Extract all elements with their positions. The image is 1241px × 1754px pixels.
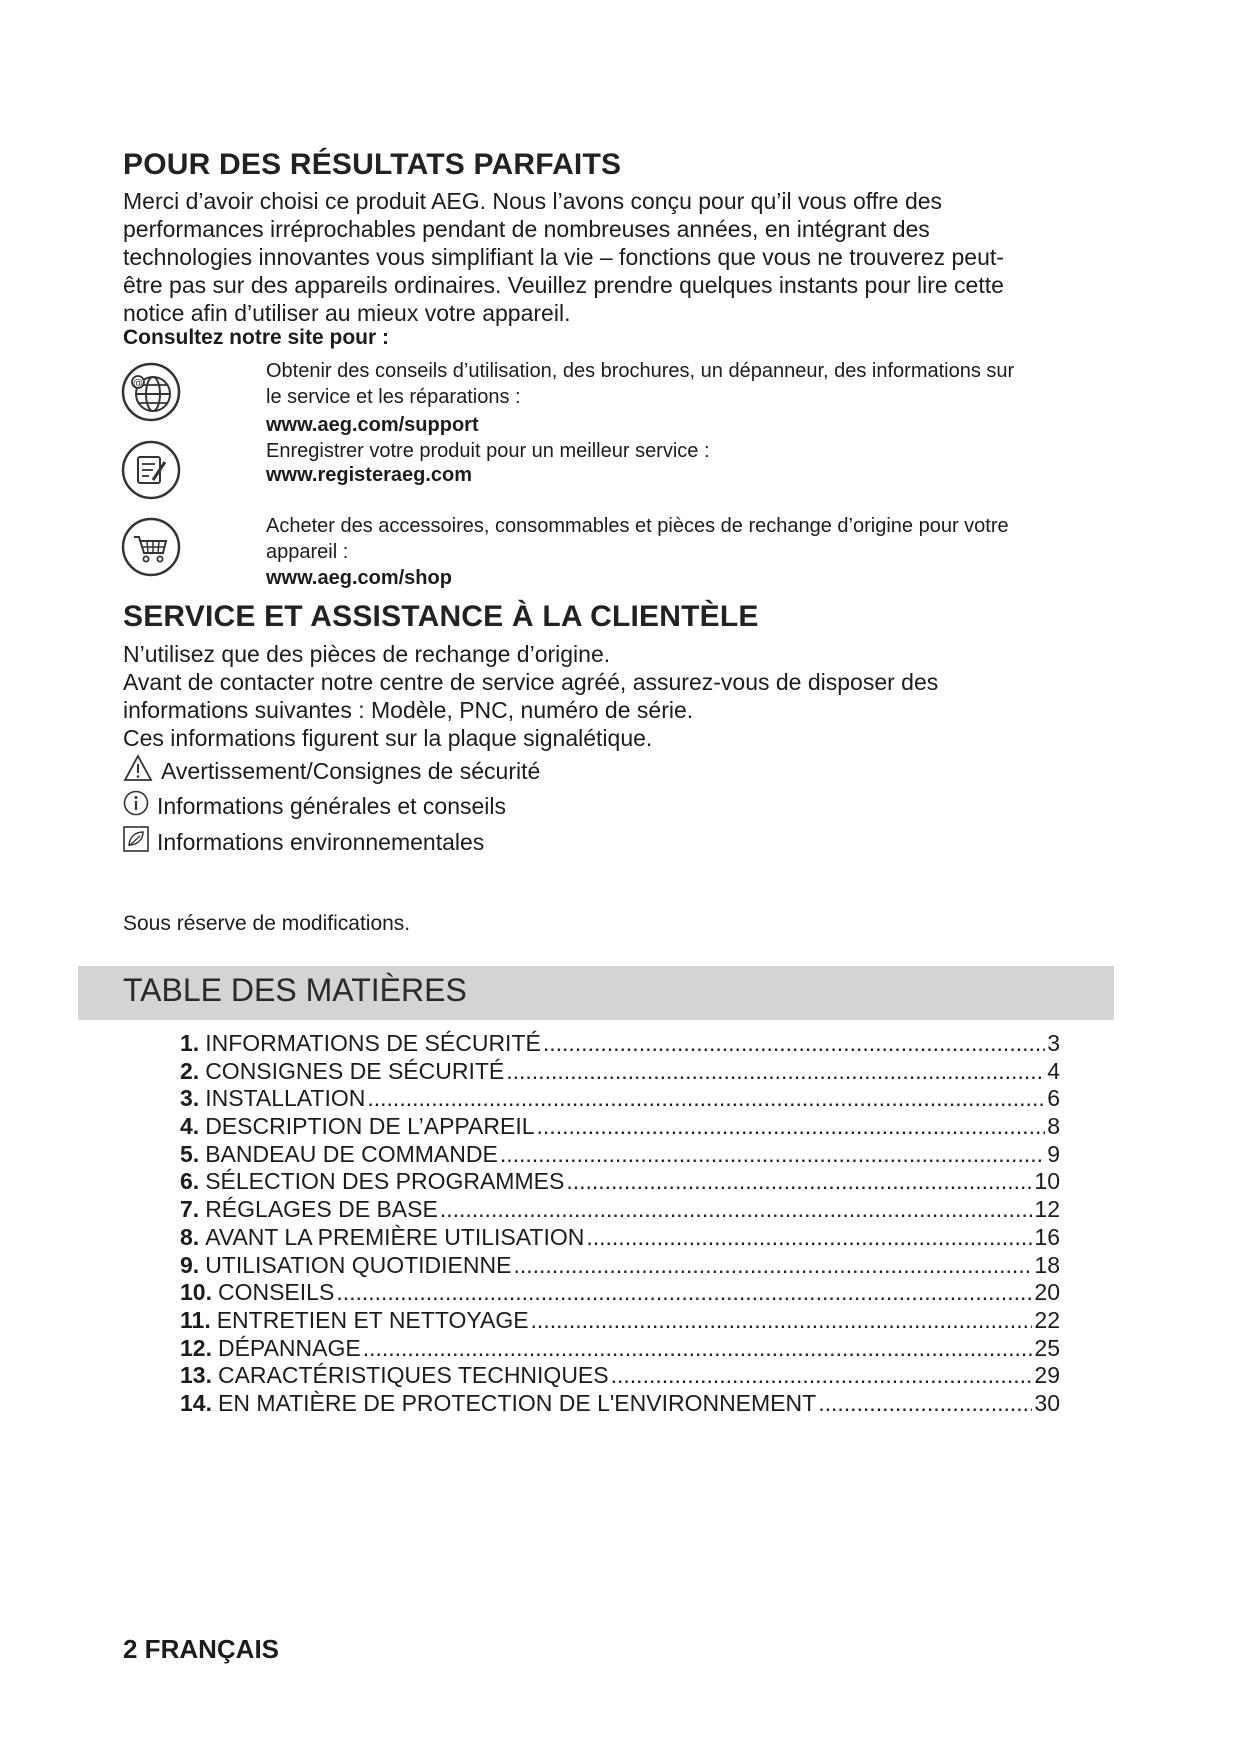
service-text-line: le service et les réparations : (266, 386, 521, 408)
toc-item-page: 10 (1034, 1168, 1060, 1195)
service-text-line: Obtenir des conseils d’utilisation, des brochures, un dépanneur, des informations sur (266, 360, 1015, 382)
service-title: SERVICE ET ASSISTANCE À LA CLIENTÈLE (123, 600, 759, 633)
toc-item-number: 6. (180, 1168, 200, 1195)
service-shop-text (266, 513, 1126, 565)
toc-item[interactable] (180, 1252, 1060, 1280)
toc-item-page: 30 (1034, 1389, 1060, 1416)
intro-line: être pas sur des appareils ordinaires. Veuillez prendre quelques instants pour lire cette (123, 272, 1004, 298)
toc-list (180, 1030, 1060, 1418)
toc-item[interactable] (180, 1168, 1060, 1196)
intro-line: notice afin d’utiliser au mieux votre appareil. (123, 300, 571, 326)
toc-title: TABLE DES MATIÈRES (123, 972, 467, 1008)
toc-item-number: 3. (180, 1085, 200, 1112)
shopping-cart-icon (121, 517, 181, 582)
toc-item-page: 12 (1034, 1196, 1060, 1223)
toc-item[interactable] (180, 1113, 1060, 1141)
service-line: Avant de contacter notre centre de service agréé, assurez-vous de disposer des (123, 669, 939, 695)
service-support-text (266, 358, 1126, 410)
warning-icon (123, 754, 153, 788)
toc-item-number: 13. (180, 1362, 212, 1389)
intro-line: Merci d’avoir choisi ce produit AEG. Nous l’avons conçu pour qu’il vous offre des (123, 188, 943, 214)
toc-item-label: UTILISATION QUOTIDIENNE (205, 1251, 512, 1278)
toc-leader (611, 1362, 1033, 1389)
toc-item-page: 18 (1034, 1251, 1060, 1278)
toc-item[interactable] (180, 1279, 1060, 1307)
consult-label: Consultez notre site pour : (123, 326, 390, 349)
toc-item-label: EN MATIÈRE DE PROTECTION DE L'ENVIRONNEMENT (217, 1389, 817, 1416)
toc-item-label: CARACTÉRISTIQUES TECHNIQUES (217, 1362, 609, 1389)
toc-item-label: DÉPANNAGE (217, 1334, 361, 1361)
shop-link[interactable]: www.aeg.com/shop (266, 567, 452, 589)
toc-item-number: 12. (180, 1334, 212, 1361)
toc-item-label: INSTALLATION (205, 1085, 366, 1112)
toc-item-page: 8 (1047, 1113, 1060, 1140)
toc-item[interactable] (180, 1390, 1060, 1418)
legend-info (123, 790, 506, 822)
toc-leader (566, 1168, 1032, 1195)
globe-icon (121, 362, 181, 427)
toc-item-number: 11. (180, 1306, 211, 1333)
toc-leader (586, 1224, 1032, 1251)
toc-item-number: 4. (180, 1113, 200, 1140)
toc-item-page: 6 (1047, 1085, 1060, 1112)
toc-leader (513, 1252, 1032, 1279)
intro-paragraph (123, 187, 1123, 327)
toc-item-label: ENTRETIEN ET NETTOYAGE (216, 1306, 529, 1333)
register-icon (121, 440, 181, 505)
toc-leader (506, 1058, 1045, 1085)
toc-item-page: 25 (1034, 1334, 1060, 1361)
toc-item-label: CONSIGNES DE SÉCURITÉ (205, 1057, 505, 1084)
info-icon (123, 790, 149, 822)
toc-item-page: 3 (1047, 1030, 1060, 1056)
toc-item-number: 14. (180, 1389, 212, 1416)
toc-item-number: 2. (180, 1057, 200, 1084)
toc-item-label: CONSEILS (217, 1279, 335, 1306)
toc-leader (336, 1279, 1032, 1306)
toc-item[interactable] (180, 1362, 1060, 1390)
toc-item-label: SÉLECTION DES PROGRAMMES (205, 1168, 565, 1195)
toc-item[interactable] (180, 1030, 1060, 1058)
toc-item-label: BANDEAU DE COMMANDE (205, 1140, 498, 1167)
toc-item-page: 9 (1047, 1140, 1060, 1167)
toc-item[interactable] (180, 1141, 1060, 1169)
service-text-line: appareil : (266, 541, 349, 563)
service-line: Ces informations figurent sur la plaque signalétique. (123, 725, 653, 751)
service-text-line: Acheter des accessoires, consommables et pièces de rechange d’origine pour votre (266, 515, 1009, 537)
toc-item-number: 5. (180, 1140, 200, 1167)
legend-label: Informations générales et conseils (157, 792, 507, 819)
toc-item-number: 7. (180, 1196, 200, 1223)
toc-leader (531, 1307, 1033, 1334)
toc-leader (440, 1196, 1033, 1223)
toc-item-number: 8. (180, 1223, 200, 1250)
toc-item[interactable] (180, 1085, 1060, 1113)
service-register-text: Enregistrer votre produit pour un meilleur service : (266, 440, 710, 462)
toc-leader (500, 1141, 1045, 1168)
toc-leader (363, 1335, 1033, 1362)
intro-line: technologies innovantes vous simplifiant la vie – fonctions que vous ne trouverez peut- (123, 244, 1004, 270)
toc-item-label: DESCRIPTION DE L’APPAREIL (205, 1113, 535, 1140)
leaf-icon (123, 826, 149, 858)
svg-text:@: @ (133, 378, 143, 389)
toc-leader (367, 1085, 1045, 1112)
legend-label: Informations environnementales (157, 828, 485, 855)
page-footer: 2 FRANÇAIS (123, 1634, 280, 1664)
toc-leader (818, 1390, 1032, 1417)
toc-leader (543, 1030, 1045, 1057)
modifications-note: Sous réserve de modifications. (123, 912, 411, 935)
toc-item[interactable] (180, 1058, 1060, 1086)
toc-item[interactable] (180, 1224, 1060, 1252)
toc-item-page: 4 (1047, 1057, 1060, 1084)
toc-item-number: 1. (180, 1030, 200, 1056)
toc-item-number: 10. (180, 1279, 212, 1306)
toc-item-number: 9. (180, 1251, 200, 1278)
toc-item-page: 20 (1034, 1279, 1060, 1306)
toc-item-label: AVANT LA PREMIÈRE UTILISATION (205, 1223, 585, 1250)
service-paragraph (123, 640, 1123, 752)
legend-label: Avertissement/Consignes de sécurité (161, 757, 541, 784)
toc-item-label: INFORMATIONS DE SÉCURITÉ (205, 1030, 541, 1056)
intro-title: POUR DES RÉSULTATS PARFAITS (123, 148, 622, 181)
toc-item-page: 29 (1034, 1362, 1060, 1389)
toc-item[interactable] (180, 1196, 1060, 1224)
toc-item-page: 16 (1034, 1223, 1060, 1250)
register-link[interactable]: www.registeraeg.com (266, 464, 472, 486)
support-link[interactable]: www.aeg.com/support (266, 414, 479, 436)
legend-warning (123, 754, 540, 788)
intro-line: performances irréprochables pendant de nombreuses années, en intégrant des (123, 216, 930, 242)
service-line: informations suivantes : Modèle, PNC, numéro de série. (123, 697, 694, 723)
service-line: N’utilisez que des pièces de rechange d’origine. (123, 641, 611, 667)
toc-item[interactable] (180, 1307, 1060, 1335)
toc-item-label: RÉGLAGES DE BASE (205, 1196, 438, 1223)
toc-leader (537, 1113, 1046, 1140)
legend-environment (123, 826, 484, 858)
toc-item[interactable] (180, 1335, 1060, 1363)
toc-item-page: 22 (1034, 1306, 1060, 1333)
